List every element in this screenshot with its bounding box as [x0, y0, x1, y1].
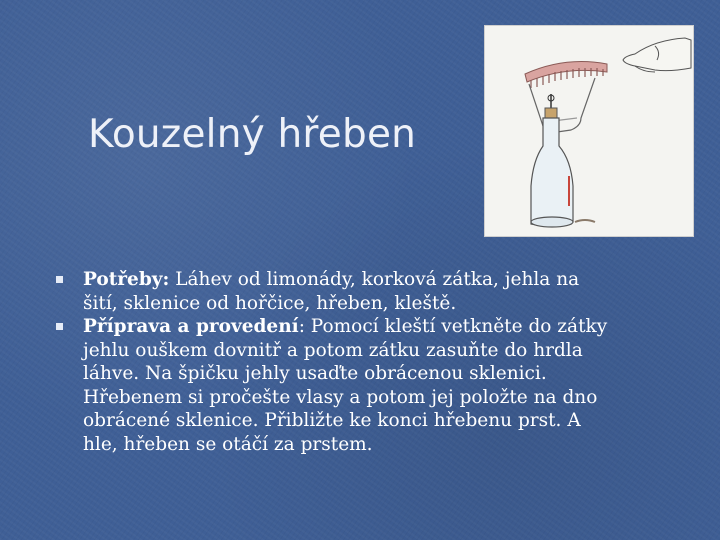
slide-title: Kouzelný hřeben	[88, 112, 417, 157]
experiment-illustration	[484, 25, 694, 237]
square-bullet-icon	[56, 276, 63, 283]
bottle-icon	[531, 118, 595, 227]
list-item	[52, 315, 612, 456]
bullet-list	[52, 268, 612, 456]
bullet-text: : Pomocí kleští vetkněte do zátky jehlu ouškem dovnitř a potom zátku zasuňte do hrdla láhve. Na špičku jehly usaďte obrácenou sklenici. Hřebenem si pročešte vlasy a potom jej položte na dno obrácené sklenice. Přibližte ke konci hřebenu prst. A hle, hřeben se otáčí za prstem.	[83, 316, 608, 455]
comb-icon	[525, 62, 607, 88]
bottle-comb-experiment-icon	[485, 26, 693, 236]
bullet-heading: Potřeby:	[83, 269, 170, 290]
bullet-heading: Příprava a provedení	[83, 316, 299, 337]
hand-icon	[623, 38, 691, 72]
bullet-text: Láhev od limonády, korková zátka, jehla na šití, sklenice od hořčice, hřeben, kleště.	[83, 269, 580, 314]
list-item	[52, 268, 612, 315]
square-bullet-icon	[56, 323, 63, 330]
needle-cork-icon	[545, 94, 557, 118]
glass-icon	[529, 78, 595, 132]
